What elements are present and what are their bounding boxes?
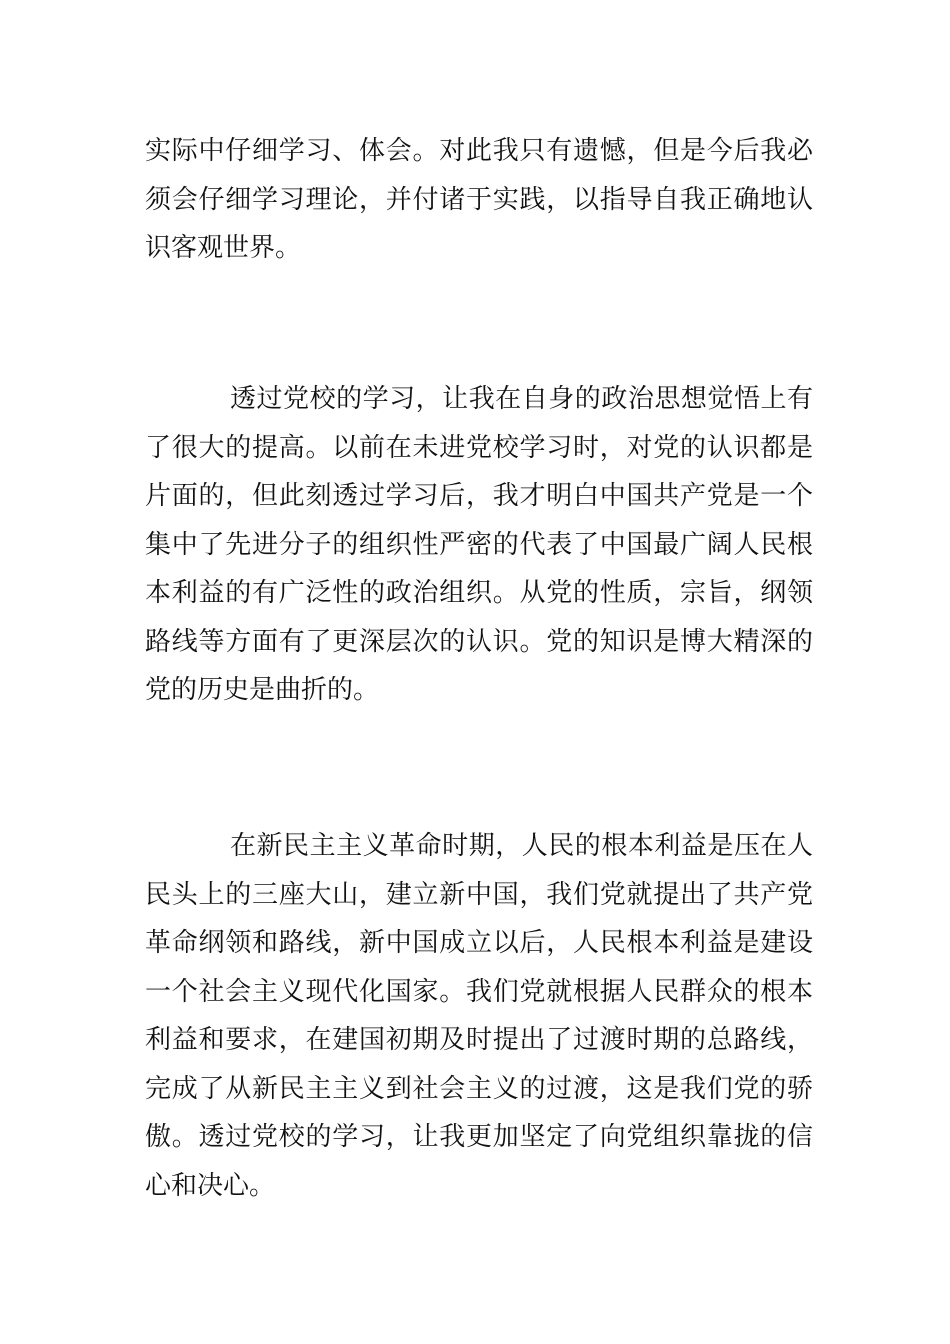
paragraph-new-democratic-revolution: 在新民主主义革命时期，人民的根本利益是压在人民头上的三座大山，建立新中国，我们党就提出了共产党革命纲领和路线，新中国成立以后，人民根本利益是建设一个社会主义现代化国家。我们党就根据人民群众的根本利益和要求，在建国初期及时提出了过渡时期的总路线，完成了从新民主主义到社会主义的过渡，这是我们党的骄傲。透过党校的学习，让我更加坚定了向党组织靠拢的信心和决心。 xyxy=(145,831,813,1201)
paragraph-political-awareness: 透过党校的学习，让我在自身的政治思想觉悟上有了很大的提高。以前在未进党校学习时，对党的认识都是片面的，但此刻透过学习后，我才明白中国共产党是一个集中了先进分子的组织性严密的代表了中国最广阔人民根本利益的有广泛性的政治组织。从党的性质，宗旨，纲领路线等方面有了更深层次的认识。党的知识是博大精深的党的历史是曲折的。 xyxy=(145,384,813,705)
paragraph-continuation: 实际中仔细学习、体会。对此我只有遗憾，但是今后我必须会仔细学习理论，并付诸于实践，以指导自我正确地认识客观世界。 xyxy=(145,136,813,263)
